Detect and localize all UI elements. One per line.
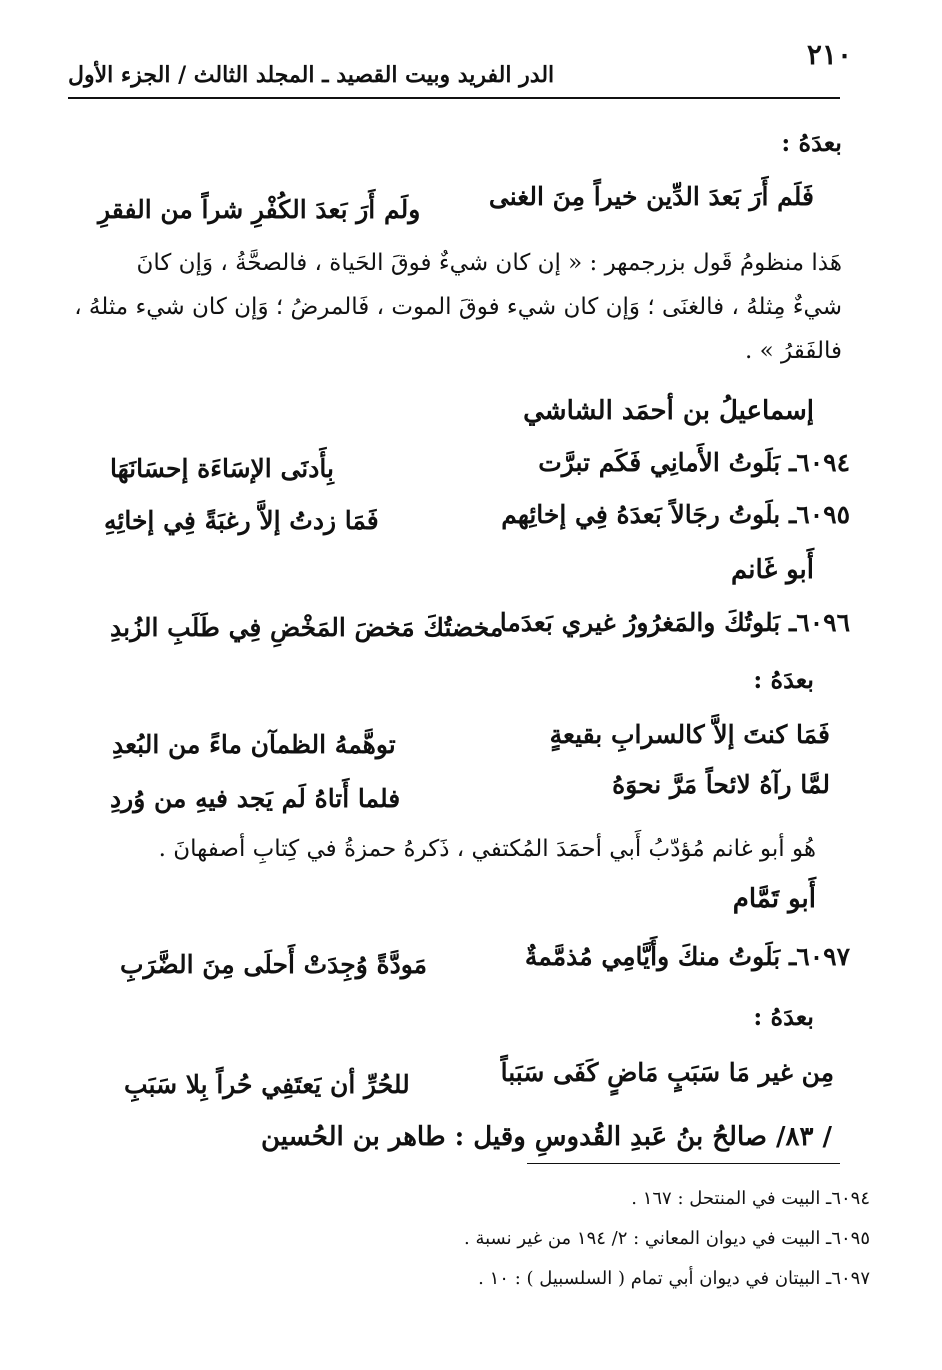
verse-hemistich-second: مخضتُكَ مَخضَ المَخْضِ فِي طَلَبِ الزُبدِ: [110, 613, 504, 642]
section-label: بعدَهُ :: [781, 128, 842, 157]
author-heading: / ٨٣/ صالحُ بنُ عَبدِ القُدوسِ وقيل : طاهر بن الحُسين: [260, 1122, 832, 1152]
page-number: ٢١٠: [806, 38, 852, 71]
verse-hemistich-first: لمَّا رآهُ لائحاً مَرَّ نحوَهُ: [612, 770, 830, 799]
section-label: بعدَهُ :: [753, 665, 814, 694]
verse-hemistich-first: ٦٠٩٧ـ بَلَوتُ منكَ وأَيَّامِي مُذمَّمةٌ: [524, 942, 850, 971]
verse-hemistich-second: فَمَا زدتُ إلاَّ رغبَةً فِي إخائِهِ: [104, 506, 379, 535]
prose-line: هَذا منظومُ قَول بزرجمهر : « إن كان شيءٌ فوقَ الحَياة ، فالصحَّةُ ، وَإن كانَ: [136, 250, 842, 276]
verse-hemistich-second: بِأَدنَى الإسَاءَة إحسَانَهَا: [110, 454, 334, 483]
verse-hemistich-first: ٦٠٩٦ـ بَلوتُكَ والمَغرُورُ غيري بَعدَما: [499, 608, 850, 637]
verse-hemistich-second: مَودَّةً وُجِدَتْ أَحلَى مِنَ الضَّرَبِ: [120, 950, 428, 979]
author-heading: أَبو تَمَّام: [732, 884, 816, 914]
verse-hemistich-second: فلما أَتاهُ لَم يَجد فيهِ من وُردِ: [110, 784, 401, 813]
verse-hemistich-second: للحُرِّ أن يَعتَفِي حُراً بِلا سَبَبِ: [124, 1070, 410, 1099]
verse-hemistich-first: ٦٠٩٤ـ بَلَوتُ الأَمانِي فَكَم تبرَّت: [538, 448, 850, 477]
prose-line: شيءٌ مِثلهُ ، فالغنَى ؛ وَإن كان شيء فوقَ الموت ، فَالمرضُ ؛ وَإن كان شيء مثلهُ ،: [74, 294, 842, 320]
footnote: ٦٠٩٧ـ البيتان في ديوان أبي تمام ( السلسبيل ) : ١٠ .: [478, 1268, 870, 1289]
header-divider: [68, 97, 840, 99]
running-title: الدر الفريد وبيت القصيد ـ المجلد الثالث / الجزء الأول: [68, 62, 555, 88]
footnote: ٦٠٩٤ـ البيت في المنتحل : ١٦٧ .: [631, 1188, 870, 1209]
author-heading: أَبو غَانم: [730, 555, 814, 585]
footnote: ٦٠٩٥ـ البيت في ديوان المعاني : ٢/ ١٩٤ من غير نسبة .: [464, 1228, 870, 1249]
prose-line: هُو أبو غانم مُؤدّبُ أَبي أحمَدَ المُكتفي ، ذَكرهُ حمزةُ في كِتابِ أصفهانَ .: [158, 836, 816, 862]
verse-hemistich-first: فَمَا كنتَ إلاَّ كالسرابِ بقيعةٍ: [549, 720, 830, 749]
prose-line: فالفَقرُ » .: [745, 338, 842, 364]
verse-hemistich-second: ولَم أَرَ بَعدَ الكُفْرِ شراً من الفقرِ: [98, 195, 421, 224]
author-heading: إسماعيلُ بن أحمَد الشاشي: [523, 396, 814, 426]
verse-hemistich-second: توهَّمهُ الظمآن ماءً من البُعدِ: [112, 730, 396, 759]
verse-hemistich-first: فَلَم أَرَ بَعدَ الدِّين خيراً مِنَ الغنى: [488, 182, 814, 211]
verse-hemistich-first: ٦٠٩٥ـ بلَوتُ رجَالاً بَعدَهُ فِي إخائِهم: [501, 500, 850, 529]
verse-hemistich-first: مِن غير مَا سَبَبٍ مَاضٍ كَفَى سَبَباً: [500, 1058, 834, 1087]
footnote-divider: [527, 1163, 840, 1164]
section-label: بعدَهُ :: [753, 1002, 814, 1031]
